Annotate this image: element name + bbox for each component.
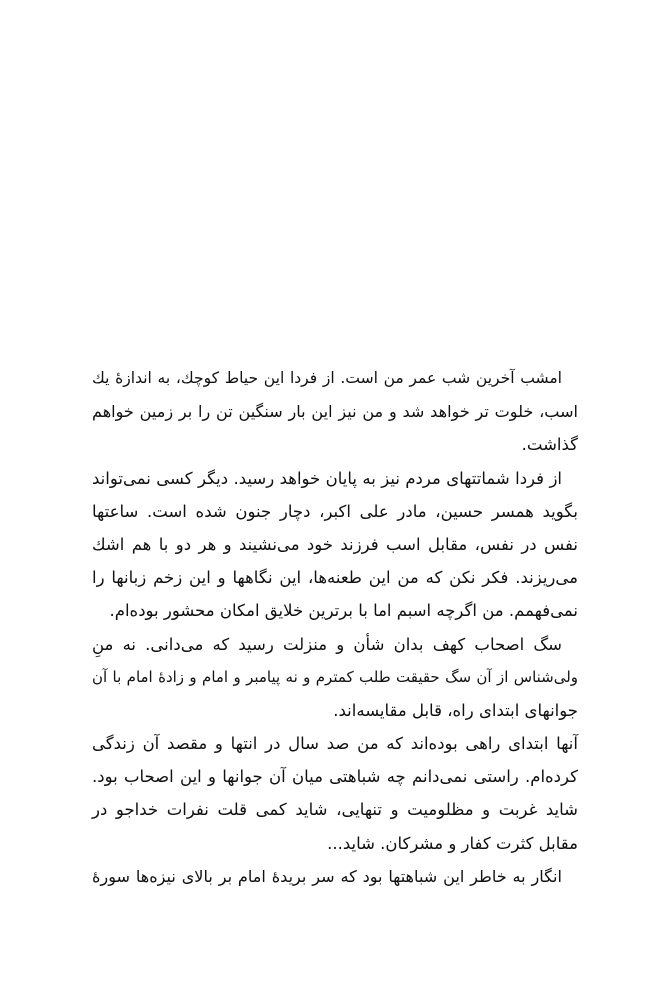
text-line: مقابل کثرت کفار و مشرکان. شاید... [327, 833, 578, 853]
paragraph-1 [92, 362, 578, 462]
text-line: کرده‌ام. راستی نمی‌دانم چه شباهتی میان آن جوانها و این اصحاب بود. [92, 767, 578, 787]
text-line: اسب، خلوت تر خواهد شد و من نیز این بار سنگین تن را بر زمین خواهم [92, 402, 578, 422]
text-line: بگوید همسر حسین، مادر علی اکبر، دچار جنون شده است. ساعتها [92, 501, 578, 521]
text-line: جوانهای ابتدای راه، قابل مقایسه‌اند. [333, 700, 578, 720]
text-line: گذاشت. [521, 435, 578, 455]
paragraph-4 [92, 727, 578, 860]
text-line: نفس در نفس، مقابل اسب فرزند خود می‌نشیند و هر دو با هم اشك [92, 534, 578, 554]
text-line: از فردا شماتتهای مردم نیز به پایان خواهد رسید. دیگر کسی نمی‌تواند [92, 468, 562, 488]
text-line: ولی‌شناس از آن سگ حقیقت طلب کمترم و نه پیامبر و امام و زادهٔ امام با آن [92, 667, 578, 686]
body-text [92, 362, 578, 893]
text-line: نمی‌فهمم. من اگرچه اسبم اما با برترین خلایق امکان محشور بوده‌ام. [109, 601, 578, 621]
paragraph-2 [92, 462, 578, 628]
text-line: امشب آخرین شب عمر من است. از فردا این حیاط کوچك، به اندازهٔ یك [92, 369, 562, 387]
text-line: شاید غربت و مظلومیت و تنهایی، شاید کمی قلت نفرات خداجو در [92, 800, 578, 820]
text-line: آنها ابتدای راهی بوده‌اند که من صد سال در انتها و مقصد آن زندگی [92, 734, 578, 754]
paragraph-5 [92, 860, 578, 893]
text-line: سگ اصحاب کهف بدان شأن و منزلت رسید که می‌دانی. نه منِ [92, 634, 562, 654]
text-line: انگار به خاطر این شباهتها بود که سر بریدهٔ امام بر بالای نیزه‌ها سورهٔ [92, 866, 562, 886]
text-line: می‌ریزند. فکر نکن که من این طعنه‌ها، این نگاهها و این زخم زبانها را [92, 568, 578, 588]
paragraph-3 [92, 628, 578, 728]
